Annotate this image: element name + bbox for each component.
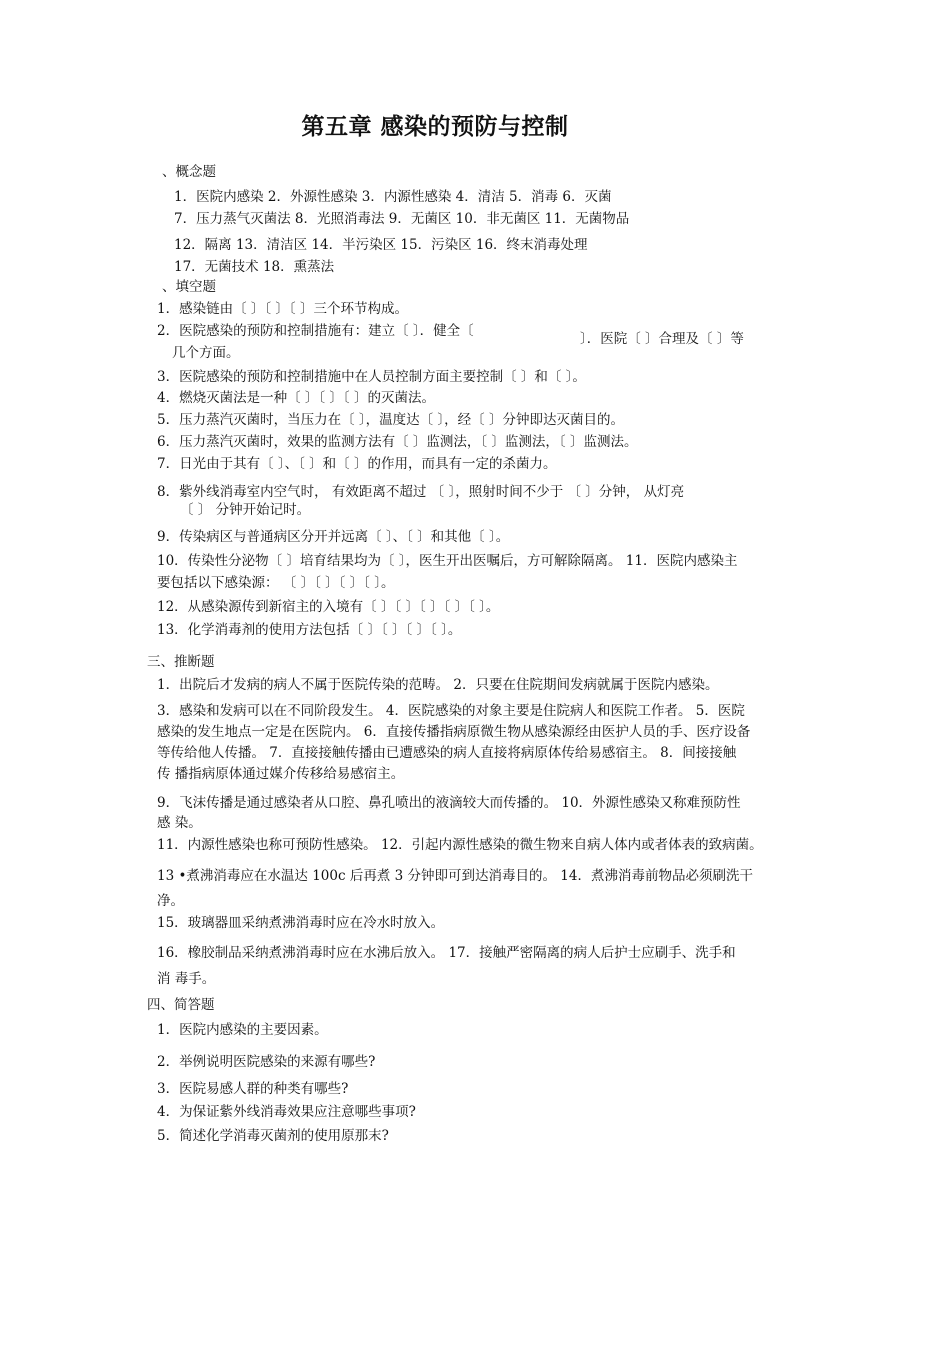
true-false-item: 11．内源性感染也称可预防性感染。 12．引起内源性感染的微生物来自病人体内或者体表的致病菌。 bbox=[157, 837, 763, 853]
fill-blank-item: 1．感染链由〔 〕〔 〕〔 〕三个环节构成。 bbox=[157, 301, 408, 317]
fill-blank-item: 8．紫外线消毒室内空气时， 有效距离不超过 〔 〕，照射时间不少于 〔 〕分钟， 从灯亮 bbox=[157, 484, 685, 500]
short-answer-item: 3．医院易感人群的种类有哪些? bbox=[157, 1081, 349, 1097]
fill-blank-item: 2．医院感染的预防和控制措施有：建立〔 〕．健全〔 bbox=[157, 323, 474, 339]
section-heading-true-false: 三、推断题 bbox=[147, 654, 215, 670]
fill-blank-item: 10．传染性分泌物〔 〕培育结果均为〔 〕，医生开出医嘱后，方可解除隔离。 11．医院内感染主 bbox=[157, 553, 738, 569]
true-false-item: 16．橡胶制品采纳煮沸消毒时应在水沸后放入。 17．接触严密隔离的病人后护士应刷手、洗手和 bbox=[157, 945, 736, 961]
fill-blank-item: 3．医院感染的预防和控制措施中在人员控制方面主要控制〔 〕和〔 〕。 bbox=[157, 369, 586, 385]
true-false-item: 净。 bbox=[157, 893, 184, 909]
fill-blank-item: 12．从感染源传到新宿主的入境有〔 〕〔 〕〔 〕〔 〕〔 〕。 bbox=[157, 599, 500, 615]
true-false-item: 15．玻璃器皿采纳煮沸消毒时应在冷水时放入。 bbox=[157, 915, 445, 931]
fill-blank-item: 要包括以下感染源： 〔 〕〔 〕〔 〕〔 〕。 bbox=[157, 575, 395, 591]
true-false-item: 3．感染和发病可以在不同阶段发生。 4．医院感染的对象主要是住院病人和医院工作者。 5．医院 bbox=[157, 703, 745, 719]
fill-blank-item: 〔 〕 分钟开始记时。 bbox=[180, 502, 311, 518]
chapter-title: 第五章 感染的预防与控制 bbox=[301, 114, 569, 140]
fill-blank-item: 13．化学消毒剂的使用方法包括〔 〕〔 〕〔 〕〔 〕。 bbox=[157, 622, 462, 638]
true-false-item: 感 染。 bbox=[157, 815, 202, 831]
true-false-item: 1．出院后才发病的病人不属于医院传染的范畴。 2．只要在住院期间发病就属于医院内感染。 bbox=[157, 677, 719, 693]
section-heading-short-answer: 四、简答题 bbox=[147, 997, 215, 1013]
true-false-item: 消 毒手。 bbox=[157, 971, 216, 987]
short-answer-item: 2．举例说明医院感染的来源有哪些? bbox=[157, 1054, 376, 1070]
fill-blank-item: 6．压力蒸汽灭菌时，效果的监测方法有〔 〕监测法，〔 〕监测法，〔 〕监测法。 bbox=[157, 434, 638, 450]
fill-blank-item: 5．压力蒸汽灭菌时，当压力在〔 〕，温度达〔 〕，经〔 〕分钟即达灭菌目的。 bbox=[157, 412, 624, 428]
concept-line: 1．医院内感染 2．外源性感染 3．内源性感染 4．清洁 5．消毒 6．灭菌 bbox=[174, 189, 612, 205]
concept-line: 17．无菌技术 18．熏蒸法 bbox=[174, 259, 335, 275]
true-false-item: 9．飞沫传播是通过感染者从口腔、鼻孔喷出的液滴较大而传播的。 10．外源性感染又称难预防性 bbox=[157, 795, 741, 811]
concept-line: 7．压力蒸气灭菌法 8．光照消毒法 9．无菌区 10．非无菌区 11．无菌物品 bbox=[174, 211, 630, 227]
short-answer-item: 4．为保证紫外线消毒效果应注意哪些事项? bbox=[157, 1104, 416, 1120]
true-false-item: 传 播指病原体通过媒介传移给易感宿主。 bbox=[157, 766, 405, 782]
short-answer-item: 1．医院内感染的主要因素。 bbox=[157, 1022, 328, 1038]
concept-line: 12．隔离 13．清洁区 14．半污染区 15．污染区 16．终末消毒处理 bbox=[174, 237, 588, 253]
fill-blank-item: 9．传染病区与普通病区分开并远离〔 〕、〔 〕和其他〔 〕。 bbox=[157, 529, 510, 545]
fill-blank-item: 4．燃烧灭菌法是一种〔 〕〔 〕〔 〕的灭菌法。 bbox=[157, 390, 435, 406]
fill-blank-item: 〕．医院〔 〕合理及〔 〕等 bbox=[580, 331, 744, 347]
true-false-item: 等传给他人传播。 7．直接接触传播由已遭感染的病人直接将病原体传给易感宿主。 8．间接接触 bbox=[157, 745, 737, 761]
short-answer-item: 5．简述化学消毒灭菌剂的使用原那末? bbox=[157, 1128, 389, 1144]
section-heading-concepts: 、概念题 bbox=[162, 164, 216, 180]
section-heading-fill-blank: 、填空题 bbox=[162, 279, 216, 295]
true-false-item: 13 •煮沸消毒应在水温达 100c 后再煮 3 分钟即可到达消毒目的。 14．煮沸消毒前物品必须刷洗干 bbox=[157, 868, 753, 884]
fill-blank-item: 几个方面。 bbox=[172, 345, 240, 361]
fill-blank-item: 7．日光由于其有〔 〕、〔 〕和〔 〕的作用，而具有一定的杀菌力。 bbox=[157, 456, 557, 472]
true-false-item: 感染的发生地点一定是在医院内。 6．直接传播指病原微生物从感染源经由医护人员的手、医疗设备 bbox=[157, 724, 751, 740]
